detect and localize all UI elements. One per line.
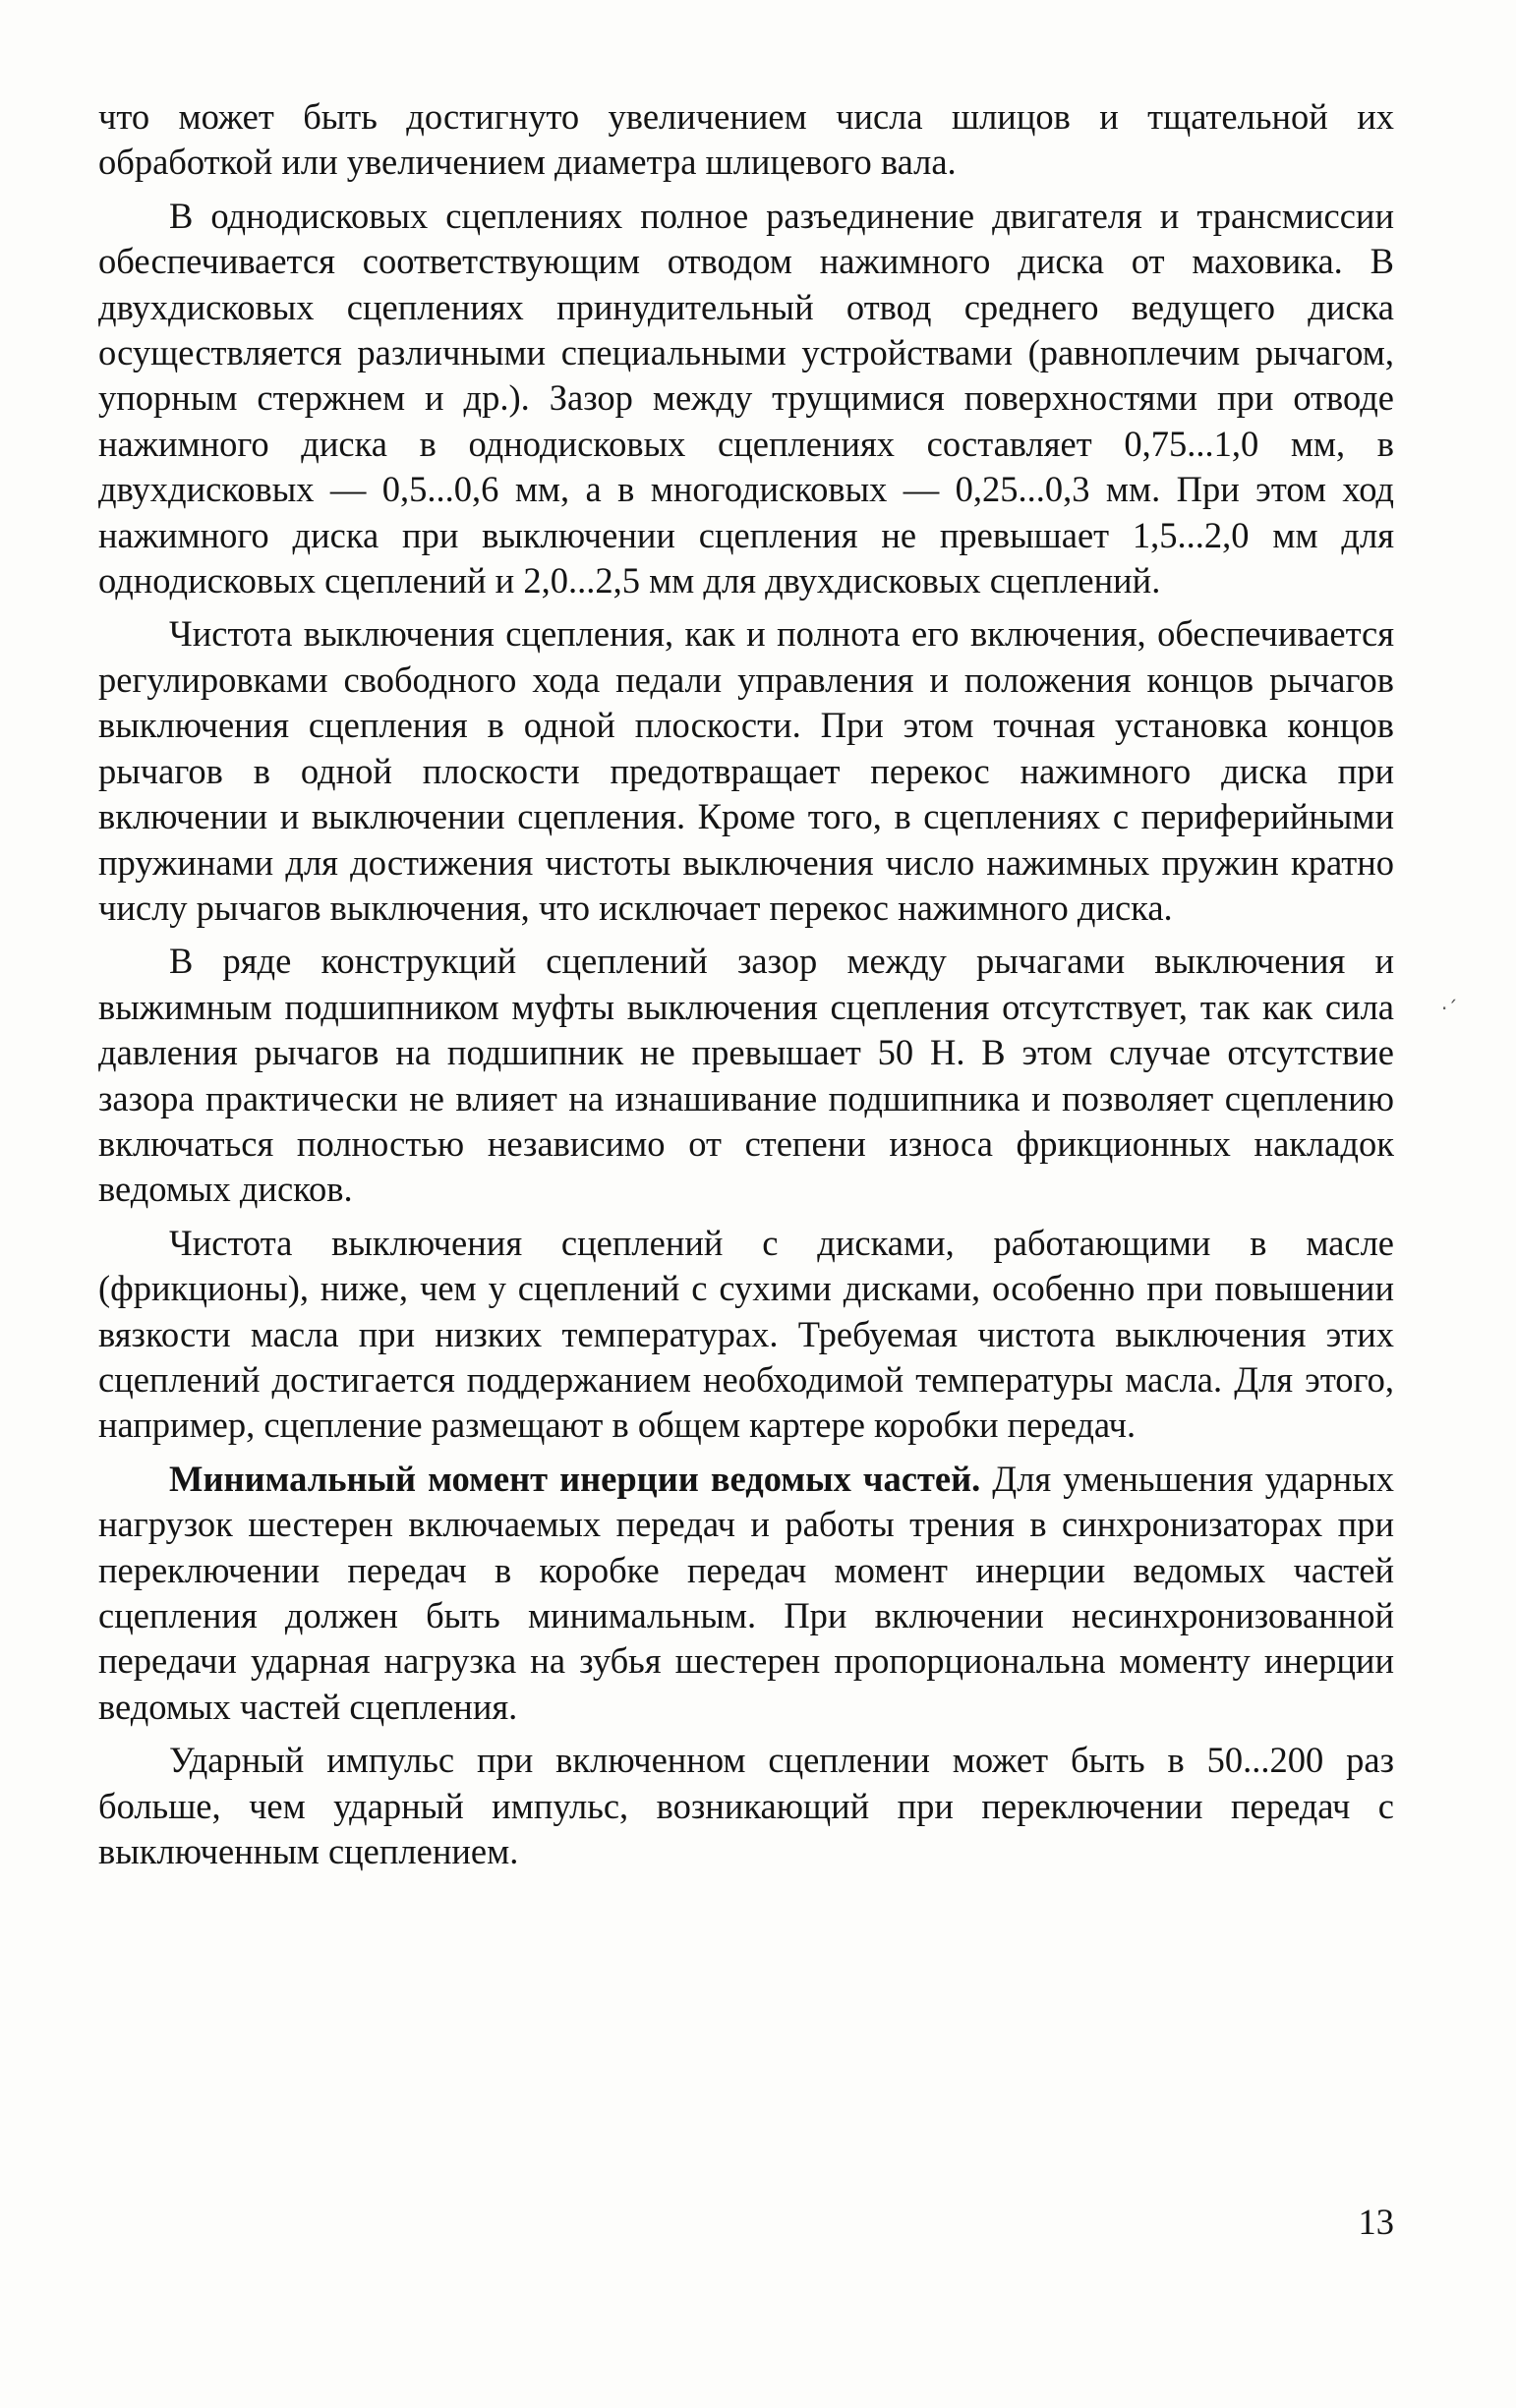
paragraph-text: Чистота выключения сцеплений с дисками, работающими в масле (фрикционы), ниже, чем у сцеплений с сухими дисками, особенно при повышении вязкости масла при низких температурах. Требуемая чистота выключения этих сцеплений достигается поддержанием необходимой температуры масла. Для этого, например, сцепление размещают в общем картере коробки передач. <box>98 1222 1394 1446</box>
paragraph-text: Ударный импульс при включенном сцеплении может быть в 50...200 раз больше, чем ударный импульс, возникающий при переключении передач с выключенным сцеплением. <box>98 1740 1394 1872</box>
paragraph-text: Чистота выключения сцепления, как и полнота его включения, обеспечивается регулировками свободного хода педали управления и положения концов рычагов выключения сцепления в одной плоскости. При этом точная установка концов рычагов в одной плоскости предотвращает перекос нажимного диска при включении и выключении сцепления. Кроме того, в сцеплениях с периферийными пружинами для достижения чистоты выключения число нажимных пружин кратно числу рычагов выключения, что исключает перекос нажимного диска. <box>98 613 1394 928</box>
paragraph-text: что может быть достигнуто увеличением числа шлицов и тщательной их обработкой или увеличением диаметра шлицевого вала. <box>98 96 1394 183</box>
paragraph-release-bearing-gap <box>98 939 1394 1212</box>
paragraph-impact-impulse <box>98 1738 1394 1874</box>
run-in-heading: Минимальный момент инерции ведомых частей. <box>169 1458 981 1499</box>
body-text <box>98 94 1394 1882</box>
paragraph-continuation <box>98 94 1394 186</box>
paragraph-text: Для уменьшения ударных нагрузок шестерен включаемых передач и работы трения в синхронизаторах при переключении передач в коробке передач момент инерции ведомых частей сцепления должен быть минимальным. При включении несинхронизованной передачи ударная нагрузка на зубья шестерен пропорциональна моменту инерции ведомых частей сцепления. <box>98 1458 1394 1727</box>
paragraph-text: В однодисковых сцеплениях полное разъединение двигателя и трансмиссии обеспечивается соответствующим отводом нажимного диска от маховика. В двухдисковых сцеплениях принудительный отвод среднего ведущего диска осуществляется различными специальными устройствами (равноплечим рычагом, упорным стержнем и др.). Зазор между трущимися поверхностями при отводе нажимного диска в однодисковых сцеплениях составляет 0,75...1,0 мм, в двухдисковых — 0,5...0,6 мм, а в многодисковых — 0,25...0,3 мм. При этом ход нажимного диска при выключении сцепления не превышает 1,5...2,0 мм для однодисковых сцеплений и 2,0...2,5 мм для двухдисковых сцеплений. <box>98 195 1394 602</box>
page-number: 13 <box>1358 2202 1394 2242</box>
paragraph-moment-of-inertia <box>98 1457 1394 1730</box>
paragraph-text: В ряде конструкций сцеплений зазор между рычагами выключения и выжимным подшипником муфты выключения сцепления отсутствует, так как сила давления рычагов на подшипник не превышает 50 Н. В этом случае отсутствие зазора практически не влияет на изнашивание подшипника и позволяет сцеплению включаться полностью независимо от степени износа фрикционных накладок ведомых дисков. <box>98 941 1394 1210</box>
paragraph-disc-separation <box>98 194 1394 604</box>
paragraph-disengagement-cleanliness <box>98 611 1394 931</box>
scan-speck-mark: ·´ <box>1441 997 1458 1020</box>
paragraph-wet-clutches <box>98 1221 1394 1449</box>
